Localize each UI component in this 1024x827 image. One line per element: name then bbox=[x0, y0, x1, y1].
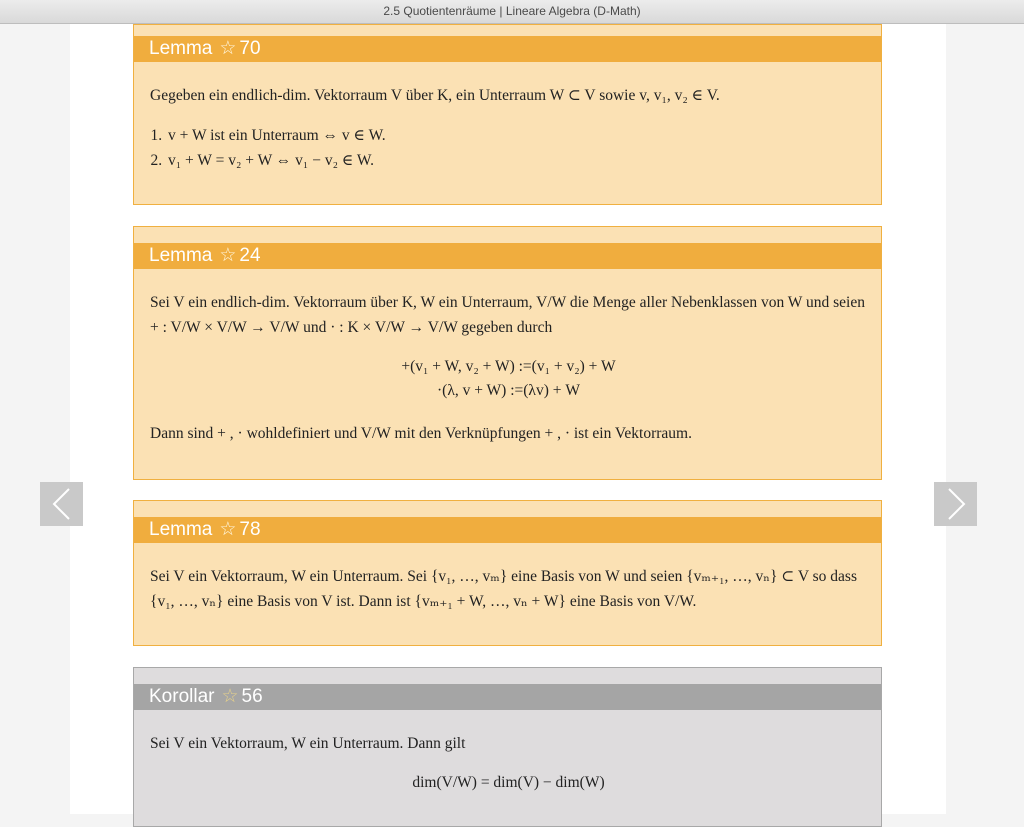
lemma-70-body bbox=[150, 83, 867, 173]
lemma-78-text: Sei V ein Vektorraum, W ein Unterraum. Sei {v₁, …, vₘ} eine Basis von W und seien {vₘ₊₁, …, vₙ} ⊂ V so dass {v₁, …, vₙ} eine Basis von V ist. Dann ist {vₘ₊₁ + W, …, vₙ + W} eine Basis von V/W. bbox=[150, 568, 857, 610]
lemma-24-body bbox=[150, 290, 867, 446]
lemma-70-box bbox=[133, 24, 882, 205]
lemma-70-intro: Gegeben ein endlich-dim. Vektorraum V über K, ein Unterraum W ⊂ V sowie v, v₁, v₂ ∈ V. bbox=[150, 87, 720, 104]
lemma-24-outro: Dann sind + , · wohldefiniert und V/W mit den Verknüpfungen + , · ist ein Vektorraum. bbox=[150, 425, 692, 442]
box-kind-label: Korollar bbox=[149, 686, 215, 707]
box-number: 70 bbox=[239, 38, 261, 59]
list-item: 1. v + W ist ein Unterraum ⇔ v ∈ W. bbox=[166, 123, 867, 148]
korollar-56-equation: dim(V/W) = dim(V) − dim(W) bbox=[412, 774, 605, 791]
box-number: 24 bbox=[239, 245, 261, 266]
box-kind-label: Lemma bbox=[149, 519, 213, 540]
list-item: 2. v₁ + W = v₂ + W ⇔ v₁ − v₂ ∈ W. bbox=[166, 148, 867, 173]
star-icon[interactable]: ☆ bbox=[219, 519, 237, 540]
box-number: 56 bbox=[241, 686, 263, 707]
lemma-70-list bbox=[150, 123, 867, 173]
prev-page-button[interactable] bbox=[40, 482, 83, 526]
lemma-24-equation-1: +(v₁ + W, v₂ + W) :=(v₁ + v₂) + W bbox=[401, 358, 616, 375]
korollar-56-text: Sei V ein Vektorraum, W ein Unterraum. Dann gilt bbox=[150, 735, 466, 752]
window-title-bar bbox=[0, 0, 1024, 24]
lemma-78-box bbox=[133, 500, 882, 646]
korollar-56-box bbox=[133, 667, 882, 827]
chevron-right-icon bbox=[944, 487, 968, 521]
lemma-24-header bbox=[134, 243, 881, 269]
star-icon[interactable]: ☆ bbox=[221, 686, 239, 707]
star-icon[interactable]: ☆ bbox=[219, 38, 237, 59]
box-number: 78 bbox=[239, 519, 261, 540]
box-kind-label: Lemma bbox=[149, 245, 213, 266]
korollar-56-header bbox=[134, 684, 881, 710]
korollar-56-body bbox=[150, 731, 867, 795]
chevron-left-icon bbox=[50, 487, 74, 521]
box-kind-label: Lemma bbox=[149, 38, 213, 59]
lemma-78-body bbox=[150, 564, 867, 614]
lemma-78-header bbox=[134, 517, 881, 543]
lemma-24-equation-2: ·(λ, v + W) :=(λv) + W bbox=[437, 382, 580, 399]
lemma-70-header bbox=[134, 36, 881, 62]
star-icon[interactable]: ☆ bbox=[219, 245, 237, 266]
window-title: 2.5 Quotientenräume | Lineare Algebra (D-Math) bbox=[383, 4, 641, 18]
lemma-24-intro: Sei V ein endlich-dim. Vektorraum über K, W ein Unterraum, V/W die Menge aller Nebenklassen von W und seien + : V/W × V/W → V/W und · : K × V/W → V/W gegeben durch bbox=[150, 294, 865, 336]
lemma-24-box bbox=[133, 226, 882, 480]
next-page-button[interactable] bbox=[934, 482, 977, 526]
